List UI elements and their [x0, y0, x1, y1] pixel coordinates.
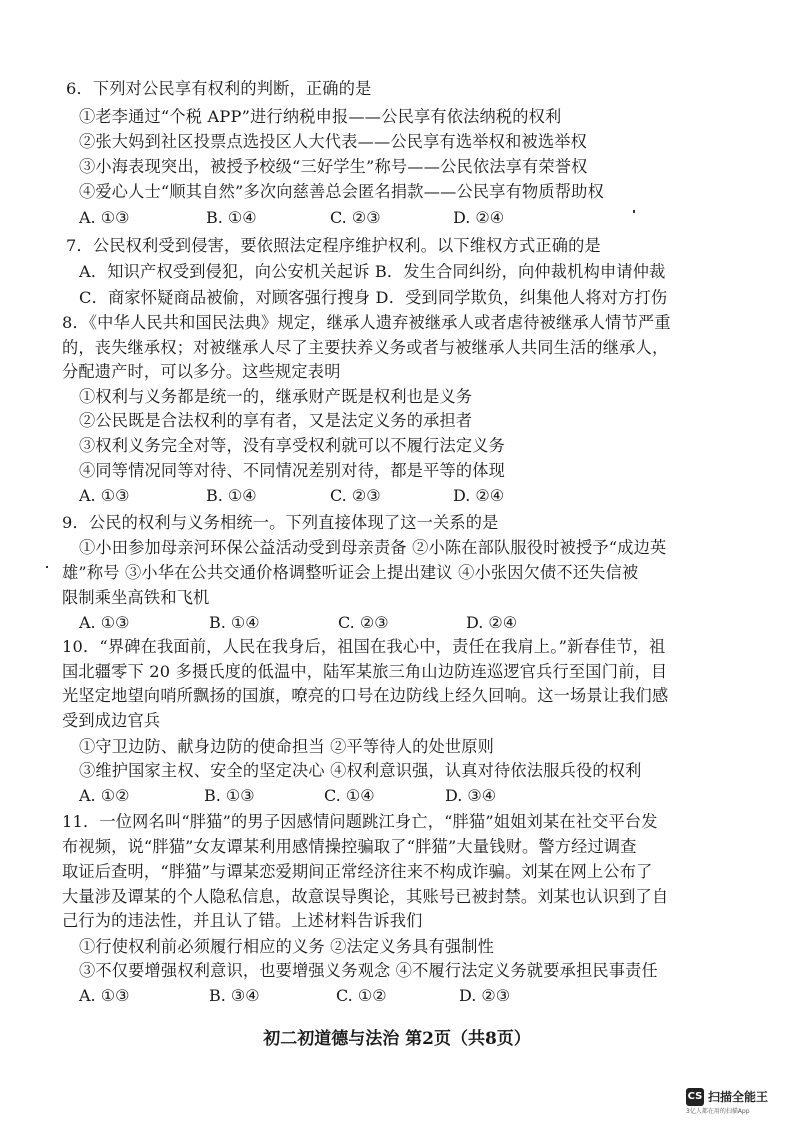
option-a[interactable]: A. ①③ — [79, 208, 130, 227]
option-d[interactable]: D. ②④ — [453, 486, 505, 505]
question-stem: 大量涉及谭某的个人隐私信息，故意误导舆论，其账号已被封禁。刘某也认识到了自 — [62, 887, 669, 906]
option-d[interactable]: D. ②④ — [466, 613, 518, 632]
question-stem: 9．公民的权利与义务相统一。下列直接体现了这一关系的是 — [62, 513, 499, 532]
question-item[interactable]: A．知识产权受到侵犯，向公安机关起诉 B．发生合同纠纷，向仲裁机构申请仲裁 — [79, 262, 666, 281]
scan-speck — [46, 566, 48, 568]
option-b[interactable]: B. ①④ — [206, 486, 257, 505]
option-b[interactable]: B. ①③ — [204, 786, 255, 805]
question-stem: 取证后查明，“胖猫”与谭某恋爱期间正常经济往来不构成诈骗。刘某在网上公布了 — [62, 862, 653, 881]
question-item: ④爱心人士“顺其自然”多次向慈善总会匿名捐款——公民享有物质帮助权 — [79, 182, 604, 201]
scan-speck — [633, 210, 635, 213]
question-item: ④同等情况同等对待、不同情况差别对待，都是平等的体现 — [79, 461, 506, 480]
question-item: ②公民既是合法权利的享有者，又是法定义务的承担者 — [79, 411, 473, 430]
question-stem: 10．“界碑在我面前，人民在我身后，祖国在我心中，责任在我肩上。”新春佳节，祖 — [62, 637, 666, 656]
question-item: ②张大妈到社区投票点选投区人大代表——公民享有选举权和被选举权 — [79, 132, 588, 151]
question-item: 限制乘坐高铁和飞机 — [62, 588, 210, 607]
option-a[interactable]: A. ①③ — [79, 986, 130, 1005]
question-item: ③不仅要增强权利意识，也要增强义务观念 ④不履行法定义务就要承担民事责任 — [79, 961, 658, 980]
option-c[interactable]: C. ①④ — [324, 786, 375, 805]
question-stem: 11．一位网名叫“胖猫”的男子因感情问题跳江身亡，“胖猫”姐姐刘某在社交平台发 — [62, 812, 658, 831]
question-item: ③权利义务完全对等，没有享受权利就可以不履行法定义务 — [79, 436, 506, 455]
scanner-logo-icon: CS — [686, 1088, 704, 1106]
option-c[interactable]: C. ②③ — [330, 486, 381, 505]
page-footer: 初二初道德与法治 第2页（共8页） — [263, 1029, 531, 1049]
question-stem: 8．《中华人民共和国民法典》规定，继承人遗弃被继承人或者虐待被继承人情节严重 — [62, 313, 671, 332]
option-c[interactable]: C. ②③ — [330, 208, 381, 227]
question-stem: 7．公民权利受到侵害，要依照法定程序维护权利。以下维权方式正确的是 — [66, 236, 601, 255]
question-item: ①小田参加母亲河环保公益活动受到母亲责备 ②小陈在部队服役时被授予“成边英 — [79, 538, 667, 557]
question-item: 雄”称号 ③小华在公共交通价格调整听证会上提出建议 ④小张因欠债不还失信被 — [62, 563, 639, 582]
question-item: ①权利与义务都是统一的，继承财产既是权利也是义务 — [79, 387, 473, 406]
scanner-app-name: 扫描全能王 — [708, 1090, 769, 1104]
question-stem: 光坚定地望向哨所飘扬的国旗，嘹亮的口号在边防线上经久回响。这一场景让我们感 — [62, 686, 669, 705]
option-d[interactable]: D. ③④ — [445, 786, 497, 805]
question-stem: 分配遗产时，可以多分。这些规定表明 — [62, 362, 341, 381]
option-d[interactable]: D. ②③ — [459, 986, 511, 1005]
question-item[interactable]: C．商家怀疑商品被偷，对顾客强行搜身 D．受到同学欺负，纠集他人将对方打伤 — [79, 288, 668, 307]
question-stem: 布视频，说“胖猫”女友谭某利用感情操控骗取了“胖猫”大量钱财。警方经过调查 — [62, 837, 637, 856]
question-stem: 受到成边官兵 — [62, 711, 161, 730]
question-stem: 国北疆零下 20 多摄氏度的低温中，陆军某旅三角山边防连巡逻官兵行至国门前，目 — [62, 662, 668, 681]
option-a[interactable]: A. ①② — [79, 786, 130, 805]
option-a[interactable]: A. ①③ — [79, 486, 130, 505]
option-a[interactable]: A. ①③ — [79, 613, 130, 632]
option-c[interactable]: C. ②③ — [338, 613, 389, 632]
option-b[interactable]: B. ③④ — [209, 986, 260, 1005]
question-item: ③维护国家主权、安全的坚定决心 ④权利意识强，认真对待依法服兵役的权利 — [79, 761, 642, 780]
scanner-tagline: 3亿人都在用的扫描App — [686, 1108, 750, 1115]
question-stem: 6．下列对公民享有权利的判断，正确的是 — [66, 79, 372, 98]
question-stem: 己行为的违法性，并且认了错。上述材料告诉我们 — [62, 911, 423, 930]
option-d[interactable]: D. ②④ — [453, 208, 505, 227]
question-item: ③小海表现突出，被授予校级“三好学生”称号——公民依法享有荣誉权 — [79, 157, 588, 176]
question-item: ①守卫边防、献身边防的使命担当 ②平等待人的处世原则 — [79, 737, 495, 756]
question-stem: 的，丧失继承权；对被继承人尽了主要扶养义务或者与被继承人共同生活的继承人， — [62, 338, 669, 357]
scanner-watermark — [686, 1088, 790, 1118]
option-b[interactable]: B. ①④ — [209, 613, 260, 632]
option-c[interactable]: C. ①② — [336, 986, 387, 1005]
question-item: ①老李通过“个税 APP”进行纳税申报——公民享有依法纳税的权利 — [79, 107, 562, 126]
option-b[interactable]: B. ①④ — [206, 208, 257, 227]
question-item: ①行使权利前必须履行相应的义务 ②法定义务具有强制性 — [79, 937, 495, 956]
